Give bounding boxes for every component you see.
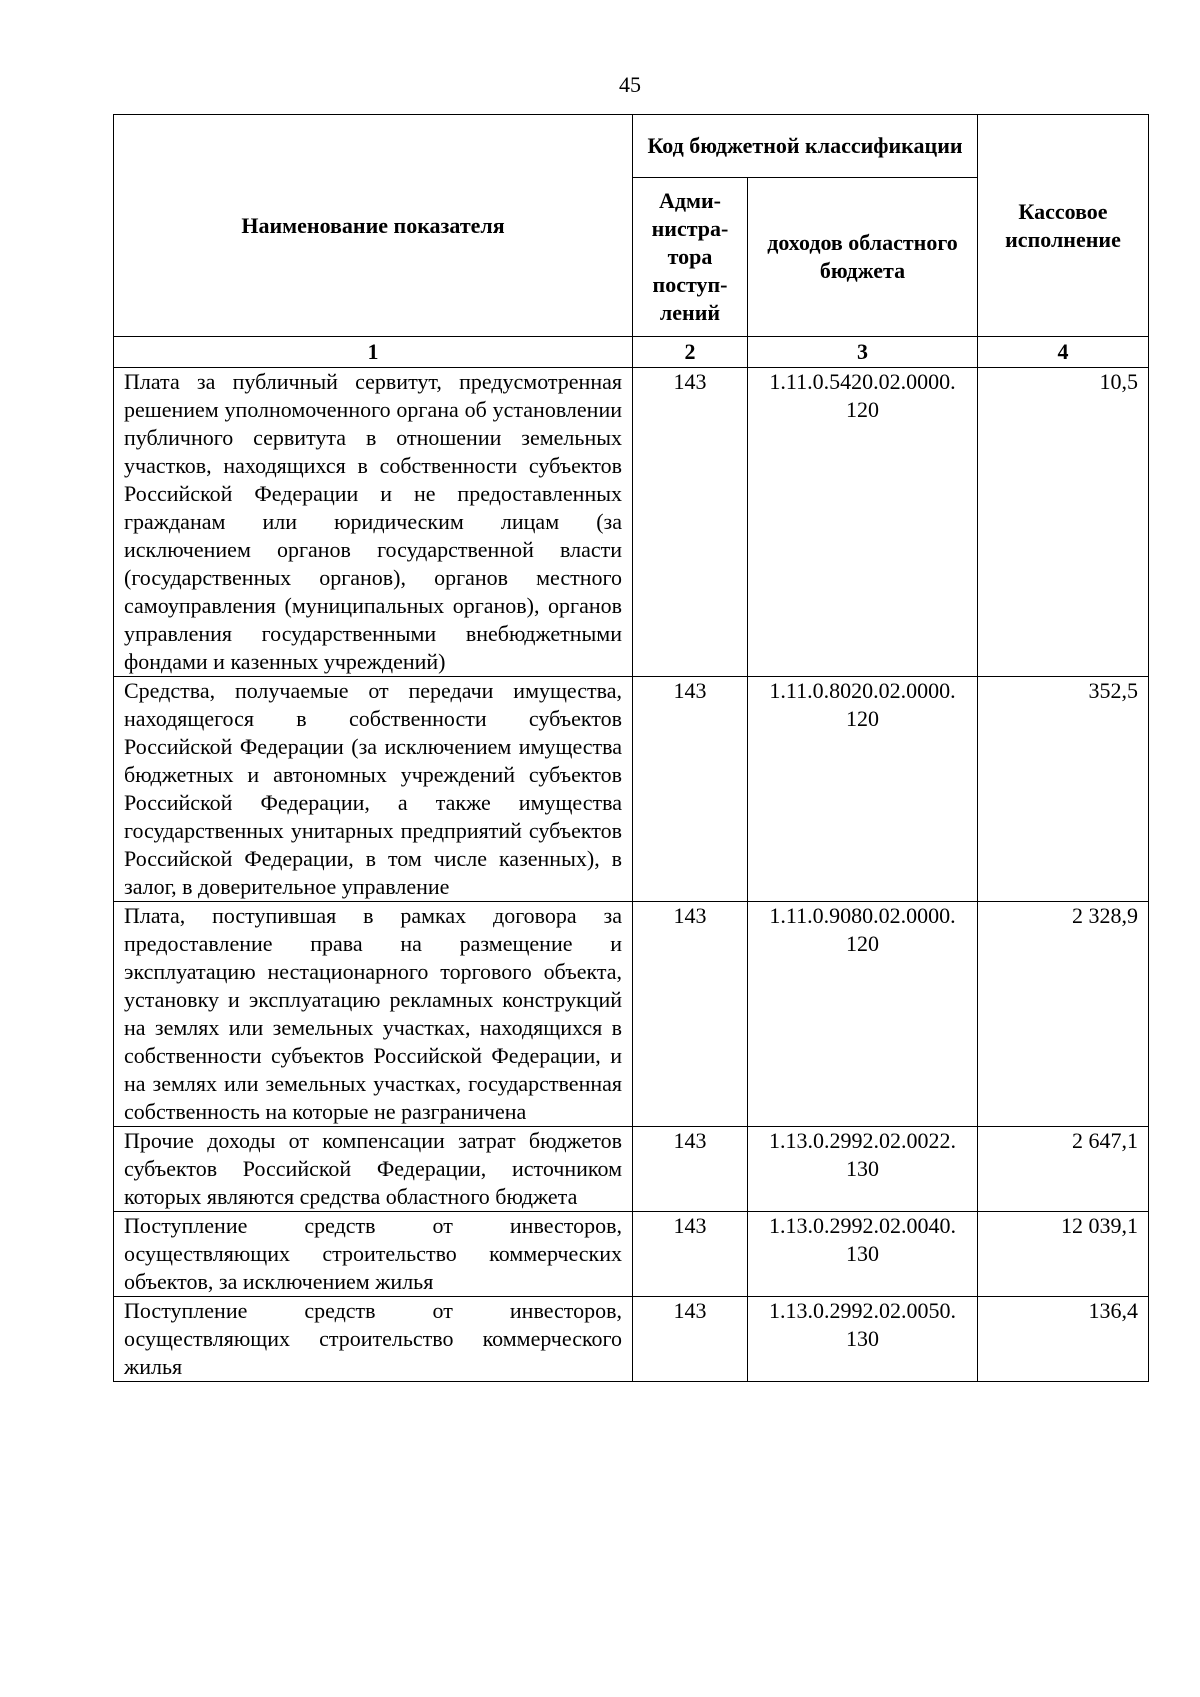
row-revenue-code-line1: 1.13.0.2992.02.0022. — [769, 1128, 956, 1153]
row-admin-code: 143 — [633, 1297, 748, 1382]
row-revenue-code — [748, 677, 978, 902]
row-admin-code: 143 — [633, 1212, 748, 1297]
row-name: Прочие доходы от компенсации затрат бюджетов субъектов Российской Федерации, источником которых являются средства областного бюджета — [114, 1127, 633, 1212]
row-amount: 2 328,9 — [978, 902, 1149, 1127]
row-name: Поступление средств от инвесторов, осуществляющих строительство коммерческого жилья — [114, 1297, 633, 1382]
row-amount: 352,5 — [978, 677, 1149, 902]
row-revenue-code-line2: 120 — [846, 706, 879, 731]
header-administrator — [633, 178, 748, 337]
row-revenue-code-line2: 130 — [846, 1156, 879, 1181]
row-admin-code: 143 — [633, 677, 748, 902]
column-number-2: 2 — [633, 337, 748, 368]
header-administrator-text: Адми-нистра-тора поступ-лений — [651, 188, 729, 325]
table-row — [114, 1297, 1149, 1382]
table-row — [114, 677, 1149, 902]
row-amount: 12 039,1 — [978, 1212, 1149, 1297]
row-admin-code: 143 — [633, 368, 748, 677]
row-amount: 136,4 — [978, 1297, 1149, 1382]
column-number-1: 1 — [114, 337, 633, 368]
page-number: 45 — [619, 72, 641, 97]
header-revenue-code: доходов областного бюджета — [748, 178, 978, 337]
row-name: Плата, поступившая в рамках договора за предоставление права на размещение и эксплуатацию нестационарного торгового объекта, установку и эксплуатацию рекламных конструкций на землях или земельных участках, находящихся в собственности субъектов Российской Федерации, и на землях или земельных участках, государственная собственность на которые не разграничена — [114, 902, 633, 1127]
table-row — [114, 1127, 1149, 1212]
row-admin-code: 143 — [633, 902, 748, 1127]
header-classification-code: Код бюджетной классификации — [633, 115, 978, 178]
row-revenue-code-line2: 120 — [846, 931, 879, 956]
header-cash-execution: Кассовое исполнение — [978, 115, 1149, 337]
row-revenue-code-line1: 1.11.0.8020.02.0000. — [769, 678, 956, 703]
table-row — [114, 368, 1149, 677]
column-number-3: 3 — [748, 337, 978, 368]
row-revenue-code-line1: 1.11.0.5420.02.0000. — [769, 369, 956, 394]
row-amount: 2 647,1 — [978, 1127, 1149, 1212]
row-revenue-code-line2: 130 — [846, 1326, 879, 1351]
column-number-4: 4 — [978, 337, 1149, 368]
row-revenue-code — [748, 1297, 978, 1382]
row-name: Средства, получаемые от передачи имущества, находящегося в собственности субъектов Российской Федерации (за исключением имущества бюджетных и автономных учреждений субъектов Российской Федерации, а также имущества государственных унитарных предприятий субъектов Российской Федерации, в том числе казенных), в залог, в доверительное управление — [114, 677, 633, 902]
row-admin-code: 143 — [633, 1127, 748, 1212]
budget-revenue-table — [113, 114, 1149, 1382]
row-revenue-code-line1: 1.13.0.2992.02.0050. — [769, 1298, 956, 1323]
row-revenue-code — [748, 902, 978, 1127]
table-row — [114, 902, 1149, 1127]
row-revenue-code-line2: 120 — [846, 397, 879, 422]
row-name: Поступление средств от инвесторов, осуществляющих строительство коммерческих объектов, за исключением жилья — [114, 1212, 633, 1297]
row-revenue-code-line1: 1.13.0.2992.02.0040. — [769, 1213, 956, 1238]
row-revenue-code-line1: 1.11.0.9080.02.0000. — [769, 903, 956, 928]
row-revenue-code — [748, 368, 978, 677]
table-row — [114, 1212, 1149, 1297]
header-indicator-name: Наименование показателя — [114, 115, 633, 337]
row-revenue-code — [748, 1212, 978, 1297]
row-revenue-code — [748, 1127, 978, 1212]
row-amount: 10,5 — [978, 368, 1149, 677]
row-revenue-code-line2: 130 — [846, 1241, 879, 1266]
row-name: Плата за публичный сервитут, предусмотренная решением уполномоченного органа об установлении публичного сервитута в отношении земельных участков, находящихся в собственности субъектов Российской Федерации и не предоставленных гражданам или юридическим лицам (за исключением органов государственной власти (государственных органов), органов местного самоуправления (муниципальных органов), органов управления государственными внебюджетными фондами и казенных учреждений) — [114, 368, 633, 677]
